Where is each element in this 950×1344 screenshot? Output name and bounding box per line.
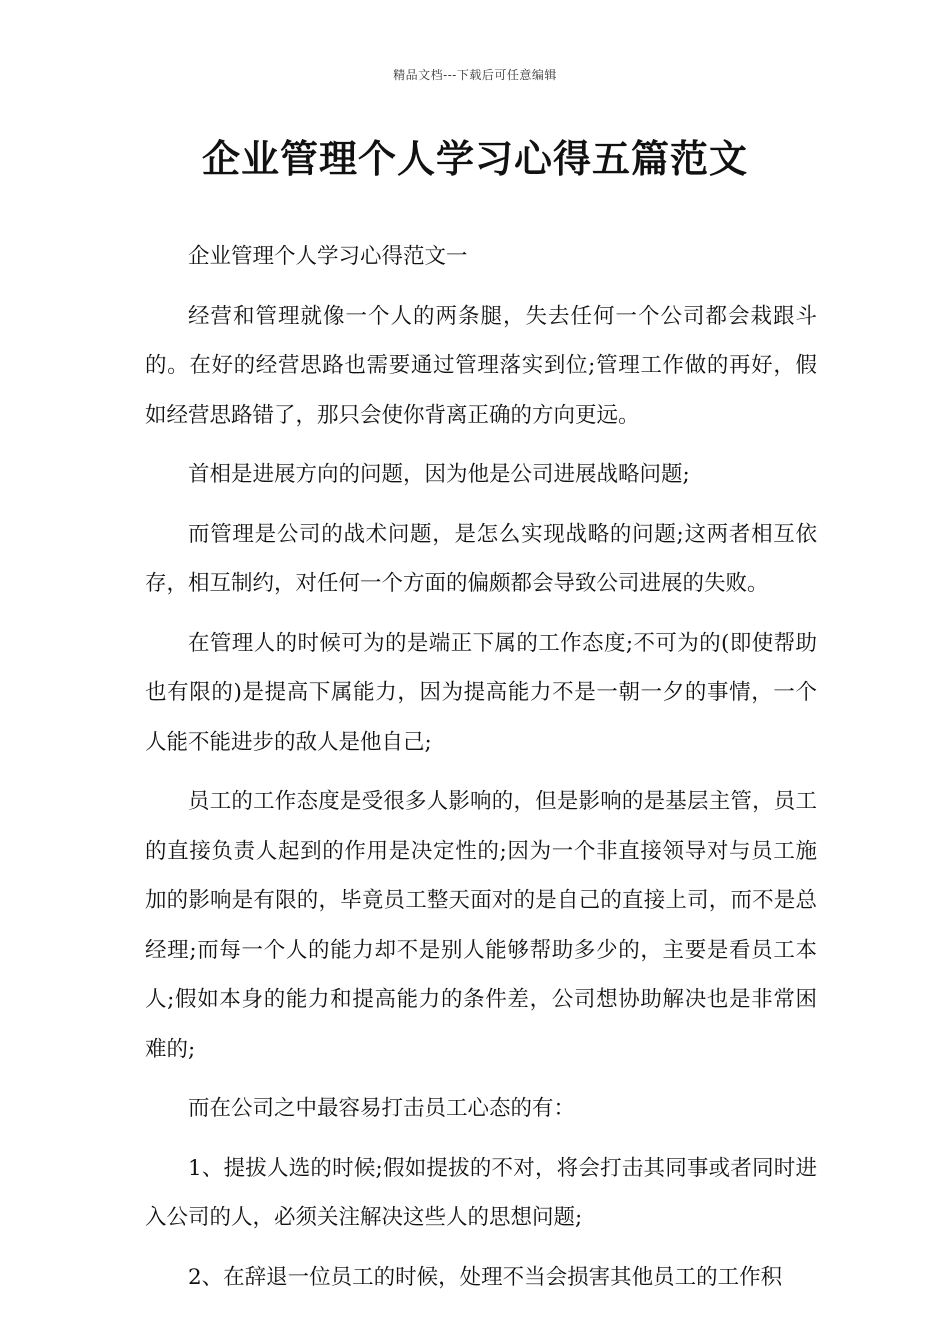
paragraph: 而管理是公司的战术问题，是怎么实现战略的问题;这两者相互依存，相互制约，对任何一个方面的偏颇都会导致公司进展的失败。 xyxy=(145,521,817,596)
document-body xyxy=(145,232,817,1312)
list-item: 2、在辞退一位员工的时候，处理不当会损害其他员工的工作积 xyxy=(188,1264,783,1290)
paragraph: 而在公司之中最容易打击员工心态的有： xyxy=(188,1096,576,1121)
paragraph: 在管理人的时候可为的是端正下属的工作态度;不可为的(即使帮助也有限的)是提高下属能力，因为提高能力不是一朝一夕的事情，一个人能不能进步的敌人是他自己; xyxy=(145,630,817,755)
page-title: 企业管理个人学习心得五篇范文 xyxy=(201,136,748,181)
list-item: 1、提拔人选的时候;假如提拔的不对，将会打击其同事或者同时进入公司的人，必须关注解决这些人的思想问题; xyxy=(145,1155,817,1230)
paragraph: 员工的工作态度是受很多人影响的，但是影响的是基层主管，员工的直接负责人起到的作用是决定性的;因为一个非直接领导对与员工施加的影响是有限的，毕竟员工整天面对的是自己的直接上司，而不是总经理;而每一个人的能力却不是别人能够帮助多少的，主要是看员工本人;假如本身的能力和提高能力的条件差，公司想协助解决也是非常困难的; xyxy=(145,789,817,1062)
paragraph: 经营和管理就像一个人的两条腿，失去任何一个公司都会栽跟斗的。在好的经营思路也需要通过管理落实到位;管理工作做的再好，假如经营思路错了，那只会使你背离正确的方向更远。 xyxy=(145,303,817,428)
header-note: 精品文档---下载后可任意编辑 xyxy=(393,68,557,82)
section-heading: 企业管理个人学习心得范文一 xyxy=(188,244,468,269)
paragraph: 首相是进展方向的问题，因为他是公司进展战略问题; xyxy=(188,462,690,487)
